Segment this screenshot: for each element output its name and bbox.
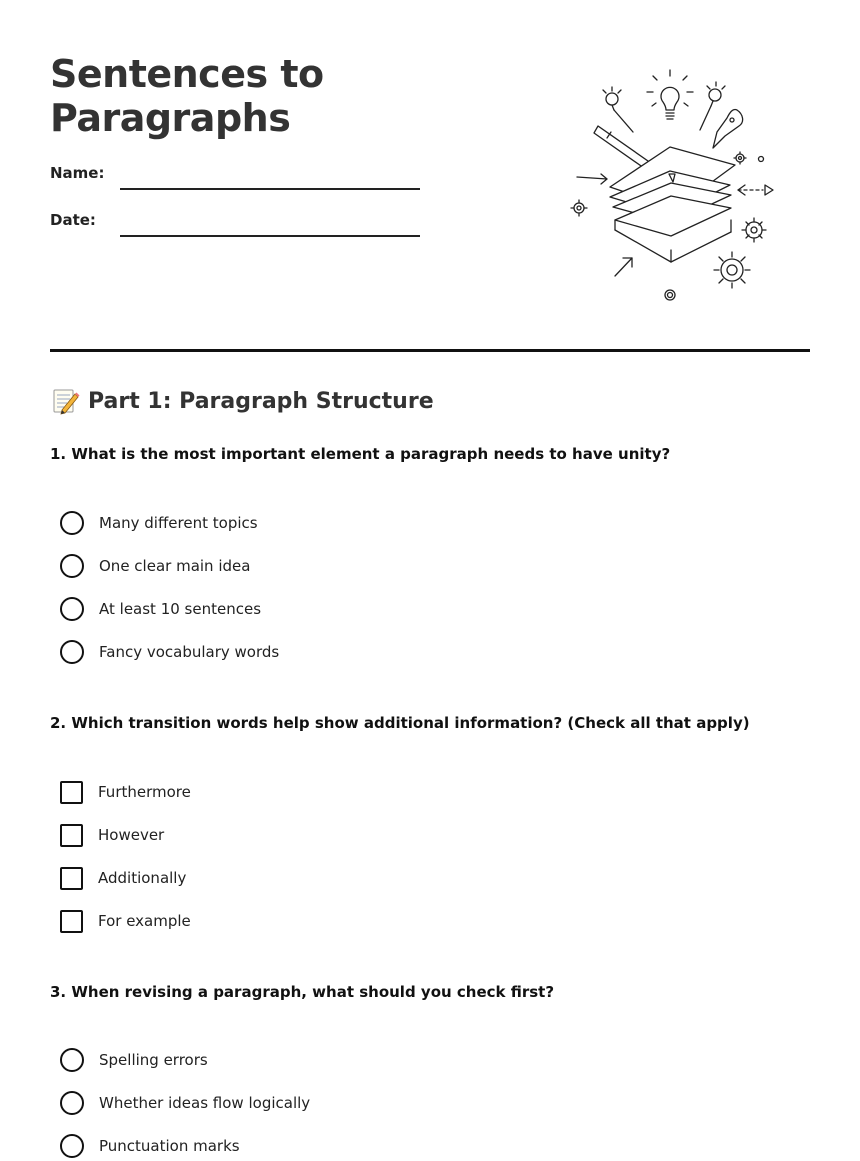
question-1: 1. What is the most important element a paragraph needs to have unity? [50,445,671,463]
date-label: Date: [50,211,96,229]
memo-icon [50,386,80,416]
date-field[interactable] [50,211,420,237]
section-title [50,386,434,416]
section-title-text: Part 1: Paragraph Structure [88,388,434,414]
option-label: However [98,826,165,844]
checkbox[interactable] [60,781,83,804]
q2-option-2[interactable] [60,823,164,847]
radio-button[interactable] [60,1091,84,1115]
option-label: Furthermore [98,783,191,801]
option-label: Punctuation marks [99,1137,240,1155]
date-line[interactable] [120,235,420,237]
radio-button[interactable] [60,1048,84,1072]
lightbulb-icon [647,70,693,119]
pen-nib-icon [713,109,743,148]
arrow-right-icon [577,174,607,184]
target-circle-icon [665,290,675,300]
option-label: Spelling errors [99,1051,208,1069]
option-label: Whether ideas flow logically [99,1094,311,1112]
small-lightbulb-right-icon [700,82,725,130]
q1-option-1[interactable] [60,511,258,535]
title-line-1: Sentences to [50,52,324,96]
option-label: Fancy vocabulary words [99,643,280,661]
q2-option-4[interactable] [60,909,191,933]
gear-medium-icon [742,218,766,242]
dot-circle-icon [759,157,764,162]
option-label: For example [98,912,191,930]
question-2: 2. Which transition words help show additional information? (Check all that apply) [50,714,750,732]
title-line-2: Paragraphs [50,96,291,140]
gear-large-icon [714,252,750,288]
name-field[interactable] [50,164,420,190]
q3-option-2[interactable] [60,1091,310,1115]
paper-stack-icon [610,147,735,262]
checkbox[interactable] [60,910,83,933]
radio-button[interactable] [60,640,84,664]
header-divider [50,349,810,352]
small-lightbulb-left-icon [603,87,633,132]
checkbox[interactable] [60,867,83,890]
q2-option-1[interactable] [60,780,191,804]
question-3: 3. When revising a paragraph, what should you check first? [50,983,555,1001]
gear-small-icon [571,200,587,216]
radio-button[interactable] [60,511,84,535]
q3-option-1[interactable] [60,1048,208,1072]
q2-option-3[interactable] [60,866,186,890]
gear-tiny-icon [734,152,746,164]
name-label: Name: [50,164,105,182]
radio-button[interactable] [60,597,84,621]
option-label: Many different topics [99,514,258,532]
worksheet-title [50,52,470,140]
radio-button[interactable] [60,554,84,578]
q3-option-3[interactable] [60,1134,240,1158]
option-label: One clear main idea [99,557,251,575]
q1-option-2[interactable] [60,554,250,578]
checkbox[interactable] [60,824,83,847]
dashed-arrow-icon [738,185,773,195]
option-label: Additionally [98,869,187,887]
option-label: At least 10 sentences [99,600,262,618]
q1-option-3[interactable] [60,597,261,621]
q1-option-4[interactable] [60,640,279,664]
name-line[interactable] [120,188,420,190]
writing-ideas-illustration-icon [565,62,780,307]
arrow-up-right-icon [615,258,632,276]
radio-button[interactable] [60,1134,84,1158]
